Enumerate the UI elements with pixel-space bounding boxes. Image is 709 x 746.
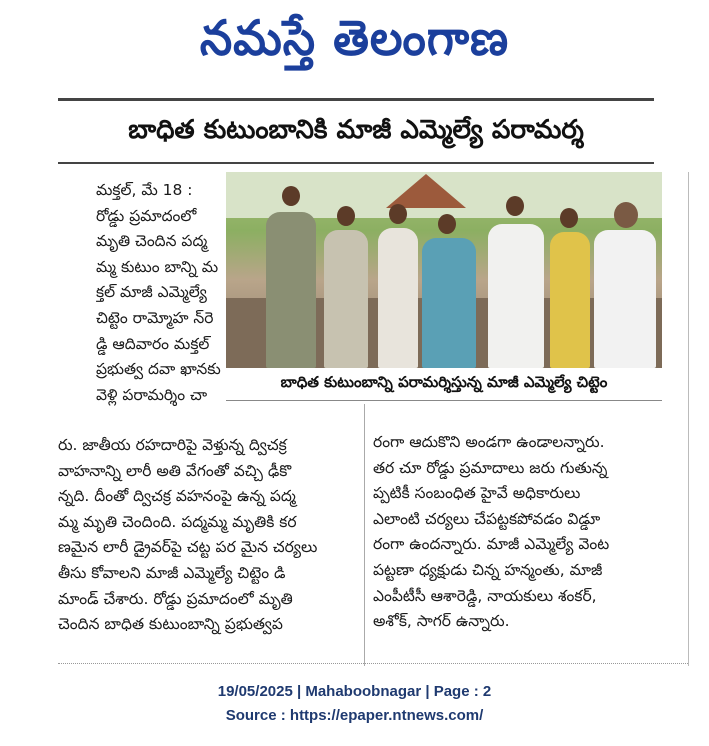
article-line: అశోక్, సాగర్ ఉన్నారు. <box>373 612 510 631</box>
photo-person <box>324 230 368 368</box>
masthead <box>0 4 709 84</box>
article-line: ప్రభుత్వ దవా ఖానకు <box>96 360 221 379</box>
article-line: వెళ్లి పరామర్శిం చా <box>96 385 208 404</box>
photo-person <box>266 212 316 368</box>
article-line: ఎంపీటీసీ ఆశారెడ్డి, నాయకులు శంకర్, <box>373 586 597 605</box>
article-line: డ్డి ఆదివారం మక్తల్ <box>96 334 210 353</box>
article-line: ణమైన లారీ డ్రైవర్‌పై చట్ట పర మైన చర్యలు <box>58 538 318 557</box>
photo-person <box>488 224 544 368</box>
article-column-c <box>373 430 663 635</box>
footer-source-link[interactable]: Source : https://epaper.ntnews.com/ <box>225 707 484 724</box>
column-divider <box>364 404 365 666</box>
photo-person-head <box>337 206 355 226</box>
photo-person <box>550 232 590 368</box>
photo-person-head <box>506 196 524 216</box>
photo-person-head <box>389 204 407 224</box>
article-line: మృతి చెందిన పద్మ <box>96 232 208 251</box>
clipping-cut-line <box>58 663 688 668</box>
article-line: తీసు కోవాలని మాజీ ఎమ్మెల్యే చిట్టెం డి <box>58 563 286 582</box>
article-line: రోడ్డు ప్రమాదంలో <box>96 206 197 225</box>
photo-person <box>594 230 656 368</box>
article-line: మ్మ కుటుం బాన్ని మ <box>96 257 219 276</box>
photo-person-woman <box>422 238 476 368</box>
article-line: ఎలాంటి చర్యలు చేపట్టకపోవడం విడ్డూ <box>373 509 601 528</box>
article-line: వాహనాన్ని లారీ అతి వేగంతో వచ్చి ఢీకొ <box>58 461 292 480</box>
photo-person-head <box>282 186 300 206</box>
article-line: మాండ్ చేశారు. రోడ్డు ప్రమాదంలో మృతి <box>58 589 293 608</box>
article-line: పట్టణా ధ్యక్షుడు చిన్న హన్మంతు, మాజీ <box>373 560 603 579</box>
page-right-border <box>688 172 689 666</box>
article-line: తర చూ రోడ్డు ప్రమాదాలు జరు గుతున్న <box>373 458 608 477</box>
article-line: న్నది. దీంతో ద్విచక్ర వహనంపై ఉన్న పద్మ <box>58 487 296 506</box>
article-column-b <box>58 433 358 638</box>
article-line: రంగా ఆదుకొని అండగా ఉండాలన్నారు. <box>373 433 605 451</box>
photo-caption: బాధిత కుటుంబాన్ని పరామర్శిస్తున్న మాజీ ఎమ్మెల్యే చిట్టెం <box>226 368 662 401</box>
article-line: మక్తల్, మే 18 : <box>96 181 193 199</box>
article-line: చెందిన బాధిత కుటుంబాన్ని ప్రభుత్వప <box>58 615 283 634</box>
newspaper-logo: నమస్తే తెలంగాణ <box>199 9 510 67</box>
article-line: క్తల్ మాజీ ఎమ్మెల్యే <box>96 283 207 302</box>
article-line: రంగా ఉందన్నారు. మాజీ ఎమ్మెల్యే వెంట <box>373 535 610 554</box>
article-line: చిట్టెం రామ్మోహ న్‌రె <box>96 308 214 327</box>
photo-person-head <box>614 202 638 228</box>
photo-person-head <box>560 208 578 228</box>
headline-bottom-rule <box>58 162 654 164</box>
article-column-a <box>96 178 224 408</box>
article-headline: బాధిత కుటుంబానికి మాజీ ఎమ్మెల్యే పరామర్శ <box>128 115 584 145</box>
photo-person-head <box>438 214 456 234</box>
article-photo <box>226 172 662 368</box>
photo-person <box>378 228 418 368</box>
headline-top-rule <box>58 98 654 101</box>
article-line: రు. జాతీయ రహదారిపై వెళ్తున్న ద్విచక్ర <box>58 436 287 454</box>
article-line: ప్పటికీ సంబంధిత హైవే అధికారులు <box>373 484 581 503</box>
footer-date-edition: 19/05/2025 | Mahaboobnagar | Page : 2 <box>217 683 492 700</box>
article-line: మ్మ మృతి చెందింది. పద్మమ్మ మృతికి కర <box>58 512 297 531</box>
